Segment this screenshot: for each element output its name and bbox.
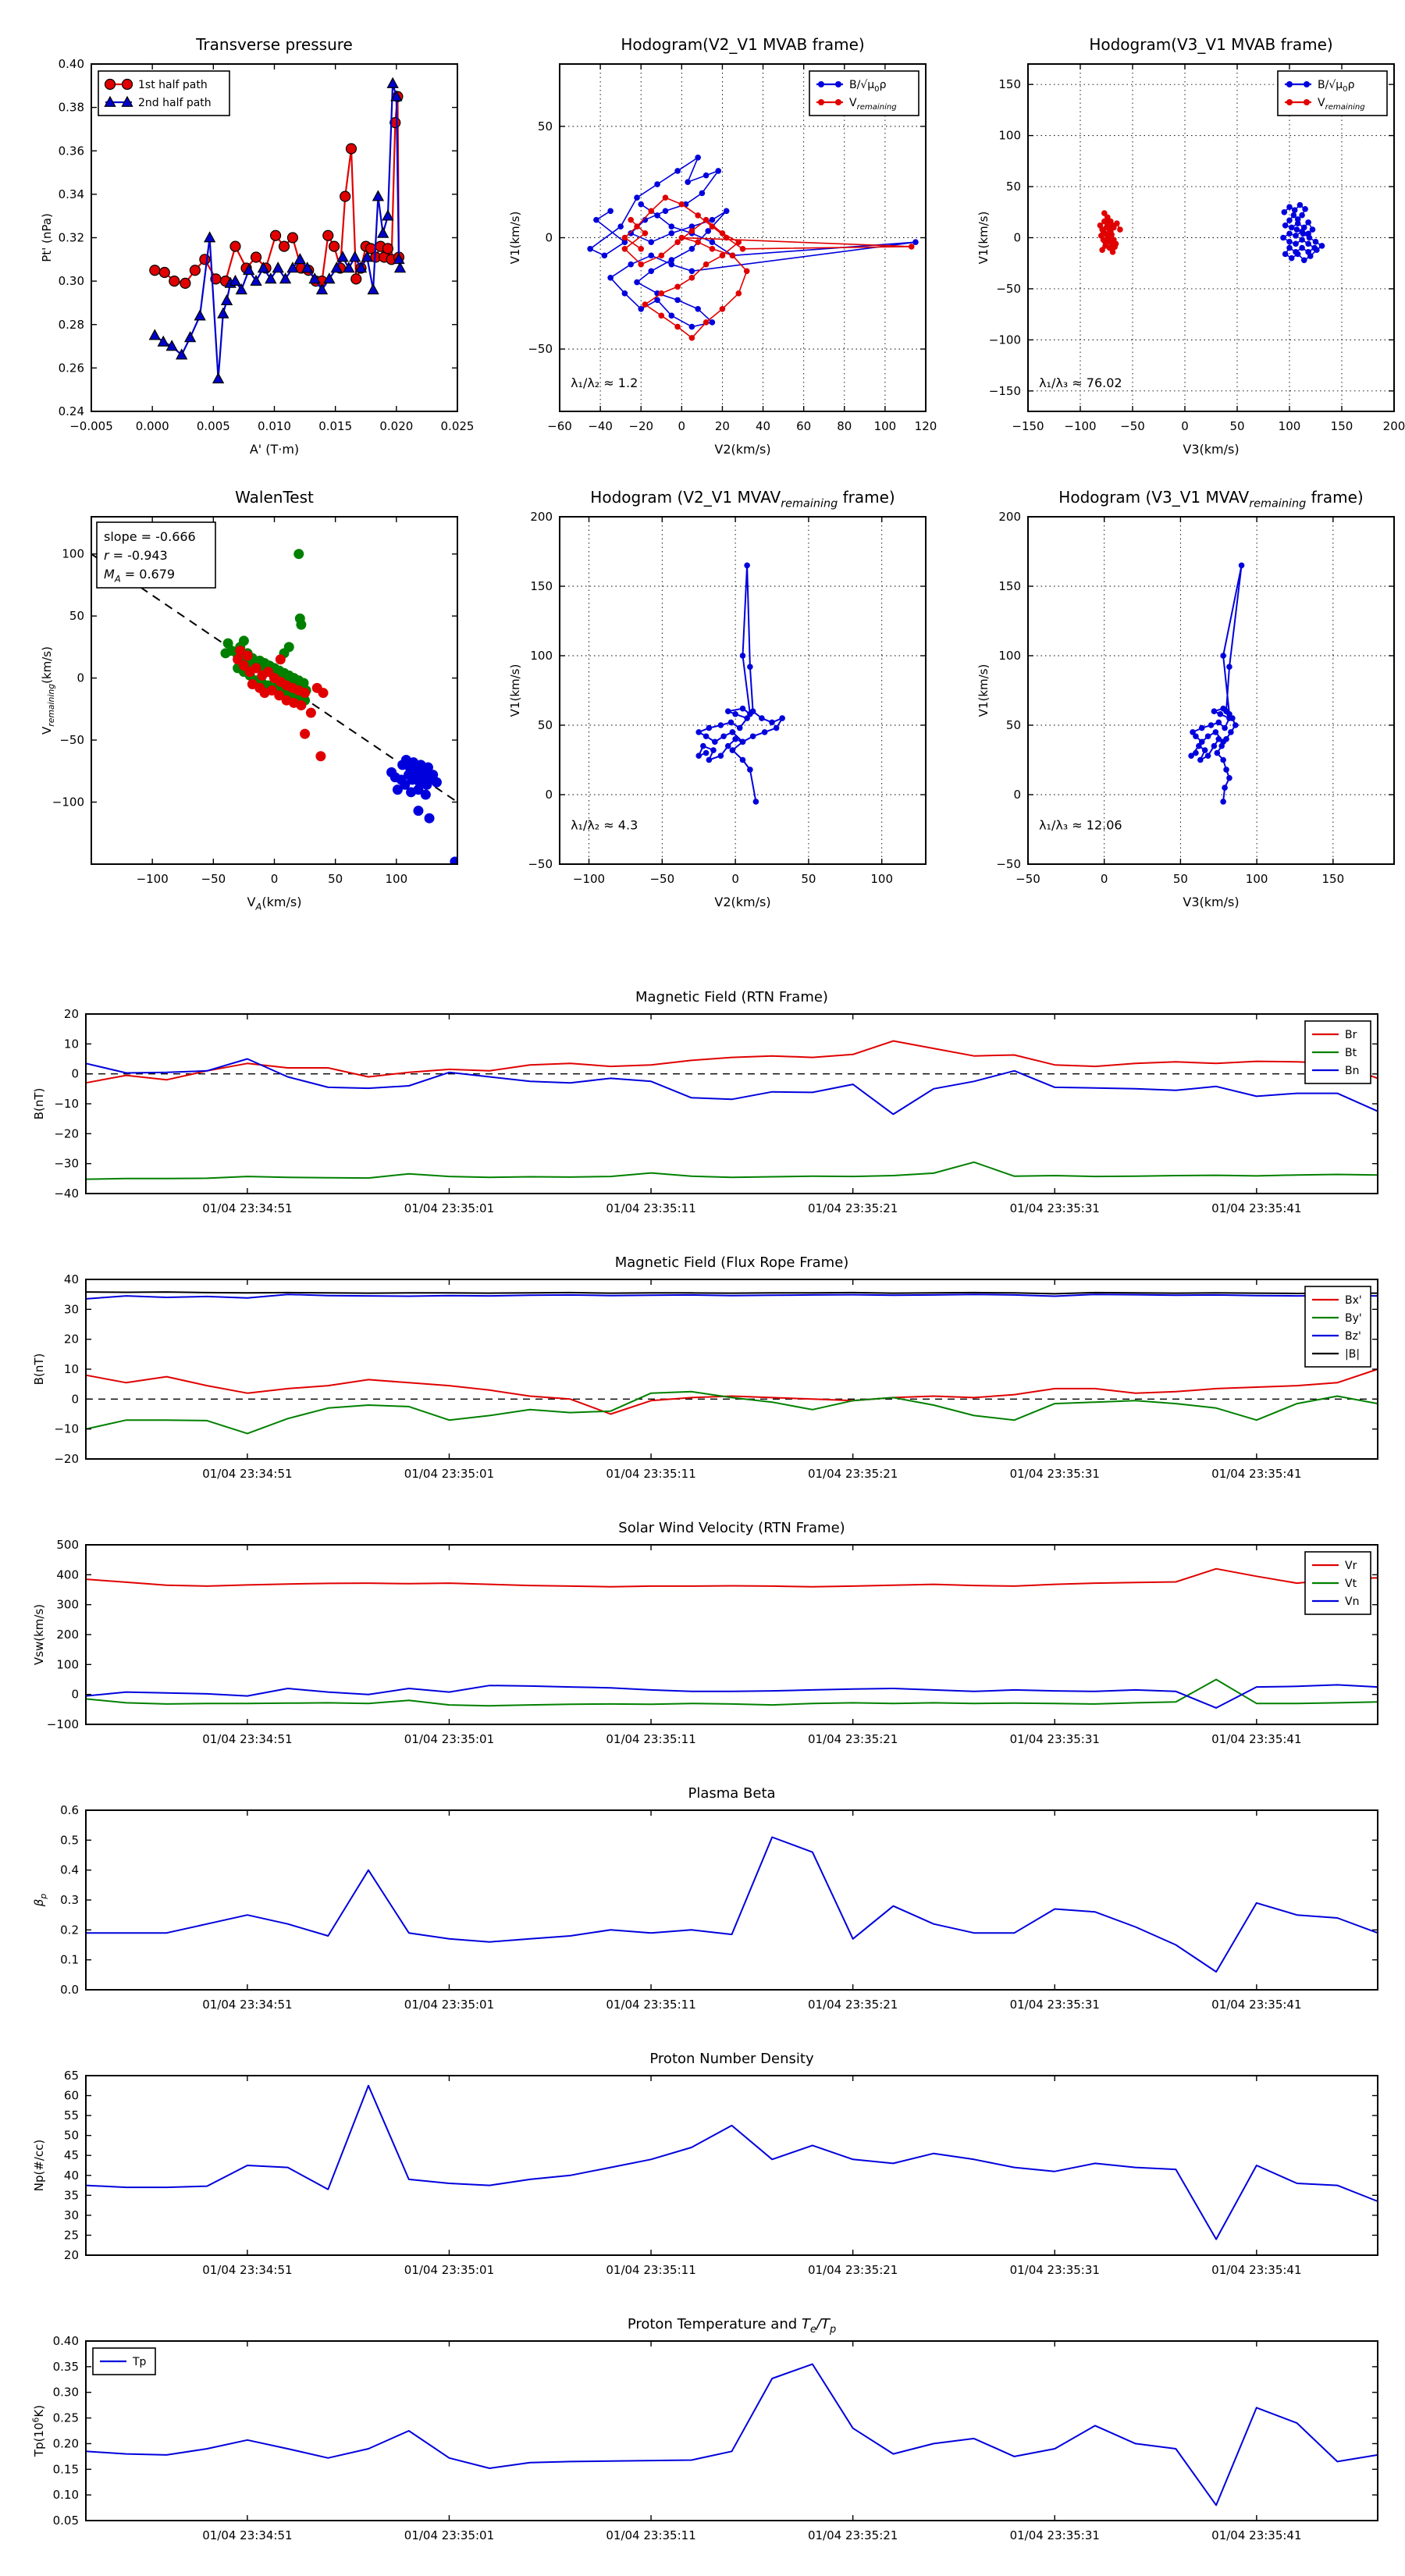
panel-hodogram-v2v1-mvav (503, 476, 937, 917)
svg-text:Plasma Beta: Plasma Beta (688, 1785, 776, 1802)
svg-text:Vremaining(km/s): $V_{remaining}(km/s)$ (40, 646, 57, 735)
svg-text:01/04 23:35:01: 01/04 23:35:01 (404, 2263, 495, 2277)
svg-text:60: 60 (63, 2088, 79, 2103)
svg-text:λ₁/λ₃ ≈ 76.02: λ₁/λ₃ ≈ 76.02 (1039, 375, 1122, 390)
svg-text:100: 100 (873, 419, 897, 433)
svg-text:λ₁/λ₂ ≈ 4.3: λ₁/λ₂ ≈ 4.3 (571, 817, 638, 833)
svg-text:0.30: 0.30 (52, 2385, 79, 2400)
svg-text:01/04 23:35:41: 01/04 23:35:41 (1211, 1467, 1302, 1481)
svg-text:0.10: 0.10 (52, 2488, 79, 2503)
svg-text:01/04 23:35:11: 01/04 23:35:11 (606, 2528, 696, 2542)
svg-text:B/√μ0ρ: $B/√\mu_0\rho$ (1318, 79, 1355, 94)
svg-text:0: 0 (270, 872, 279, 886)
plasma-beta-chart (27, 1776, 1397, 2033)
svg-text:V1(km/s): V1(km/s) (976, 664, 991, 717)
hodogram-v3v1-mvab-chart (972, 23, 1405, 464)
hodogram-v2v1-mvab-chart (503, 23, 937, 464)
svg-text:55: 55 (63, 2108, 79, 2123)
svg-text:25: 25 (63, 2228, 79, 2243)
svg-text:01/04 23:35:21: 01/04 23:35:21 (807, 1201, 898, 1215)
svg-text:01/04 23:35:21: 01/04 23:35:21 (807, 2263, 898, 2277)
svg-text:0.26: 0.26 (58, 361, 84, 375)
svg-text:0.28: 0.28 (58, 317, 84, 332)
svg-text:−50: −50 (528, 857, 553, 871)
svg-text:V2(km/s): V2(km/s) (714, 442, 771, 457)
svg-text:120: 120 (914, 419, 937, 433)
solar-wind-velocity-chart (27, 1510, 1397, 1768)
svg-text:65: 65 (63, 2069, 79, 2083)
svg-text:−100: −100 (988, 333, 1021, 347)
svg-text:50: 50 (1172, 872, 1188, 886)
panel-proton-temperature (27, 2307, 1397, 2564)
svg-text:0.025: 0.025 (440, 419, 475, 433)
svg-text:200: 200 (530, 510, 553, 524)
svg-text:50: 50 (537, 119, 553, 133)
svg-text:0: 0 (71, 1392, 79, 1407)
svg-text:20: 20 (63, 1007, 79, 1021)
svg-text:40: 40 (63, 1272, 79, 1286)
svg-text:Magnetic Field (Flux Rope Fram: Magnetic Field (Flux Rope Frame) (614, 1254, 849, 1271)
panel-hodogram-v3v1-mvab (972, 23, 1405, 464)
panel-proton-density (27, 2041, 1397, 2299)
svg-text:01/04 23:34:51: 01/04 23:34:51 (202, 1998, 293, 2012)
svg-text:0.015: 0.015 (318, 419, 353, 433)
svg-text:10: 10 (63, 1037, 79, 1051)
svg-text:500: 500 (56, 1538, 79, 1552)
svg-text:0.38: 0.38 (58, 100, 84, 115)
svg-text:B(nT): B(nT) (32, 1087, 46, 1120)
svg-text:Vremaining: $V_{remaining}$ (849, 97, 897, 112)
svg-text:01/04 23:35:01: 01/04 23:35:01 (404, 2528, 495, 2542)
svg-text:V1(km/s): V1(km/s) (508, 664, 522, 717)
svg-text:20: 20 (63, 2248, 79, 2262)
svg-text:100: 100 (870, 872, 894, 886)
svg-text:0: 0 (71, 1687, 79, 1702)
svg-text:01/04 23:35:41: 01/04 23:35:41 (1211, 1998, 1302, 2012)
hodogram-v3v1-mvav-chart (972, 476, 1405, 917)
svg-text:0.000: 0.000 (135, 419, 169, 433)
svg-text:−50: −50 (201, 872, 226, 886)
svg-text:2nd half path: 2nd half path (138, 97, 212, 109)
svg-text:0.5: 0.5 (60, 1833, 79, 1848)
svg-text:0.010: 0.010 (258, 419, 291, 433)
svg-text:0.005: 0.005 (196, 419, 230, 433)
svg-text:0.36: 0.36 (58, 144, 84, 158)
svg-text:50: 50 (1229, 419, 1245, 433)
svg-text:01/04 23:34:51: 01/04 23:34:51 (202, 2263, 293, 2277)
svg-text:200: 200 (998, 510, 1021, 524)
svg-text:100: 100 (56, 1657, 79, 1672)
svg-text:−100: −100 (52, 795, 84, 809)
svg-text:0.20: 0.20 (52, 2436, 79, 2451)
svg-text:45: 45 (63, 2148, 79, 2163)
svg-text:0.30: 0.30 (58, 274, 84, 289)
svg-text:0.35: 0.35 (52, 2359, 79, 2374)
svg-text:VA(km/s): $V_A(km/s)$ (247, 895, 302, 913)
svg-text:01/04 23:35:31: 01/04 23:35:31 (1009, 1998, 1100, 2012)
svg-text:50: 50 (537, 718, 553, 732)
hodogram-v2v1-mvav-chart (503, 476, 937, 917)
svg-text:Bn: Bn (1345, 1065, 1360, 1077)
svg-text:B/√μ0ρ: $B/√\mu_0\rho$ (849, 79, 887, 94)
svg-text:01/04 23:35:01: 01/04 23:35:01 (404, 1201, 495, 1215)
svg-text:20: 20 (714, 419, 730, 433)
svg-text:50: 50 (63, 2128, 79, 2143)
panel-hodogram-v2v1-mvab (503, 23, 937, 464)
svg-text:01/04 23:35:41: 01/04 23:35:41 (1211, 2528, 1302, 2542)
svg-text:60: 60 (796, 419, 812, 433)
svg-text:20: 20 (63, 1332, 79, 1347)
svg-text:Pt' (nPa): Pt' (nPa) (40, 213, 54, 262)
svg-text:01/04 23:35:11: 01/04 23:35:11 (606, 1201, 696, 1215)
svg-text:150: 150 (1330, 419, 1353, 433)
svg-text:01/04 23:35:41: 01/04 23:35:41 (1211, 1732, 1302, 1746)
svg-text:Tp: Tp (133, 2356, 147, 2368)
svg-text:30: 30 (63, 2208, 79, 2222)
svg-text:01/04 23:35:11: 01/04 23:35:11 (606, 1732, 696, 1746)
svg-text:V2(km/s): V2(km/s) (714, 895, 771, 909)
svg-text:Proton Temperature and Te/Tp: Proton Temperature and $T_e/T_p$ (627, 2316, 837, 2336)
svg-text:01/04 23:35:01: 01/04 23:35:01 (404, 1467, 495, 1481)
svg-text:0: 0 (731, 872, 739, 886)
svg-text:01/04 23:34:51: 01/04 23:34:51 (202, 1732, 293, 1746)
svg-text:Vremaining: $V_{remaining}$ (1318, 97, 1365, 112)
svg-text:01/04 23:35:31: 01/04 23:35:31 (1009, 1467, 1100, 1481)
panel-hodogram-v3v1-mvav (972, 476, 1405, 917)
svg-text:−60: −60 (547, 419, 572, 433)
svg-text:01/04 23:35:41: 01/04 23:35:41 (1211, 1201, 1302, 1215)
svg-text:Vsw(km/s): Vsw(km/s) (32, 1603, 46, 1666)
svg-text:Solar Wind Velocity (RTN Frame: Solar Wind Velocity (RTN Frame) (618, 1520, 845, 1536)
svg-text:Proton Number Density: Proton Number Density (649, 2051, 814, 2067)
svg-text:150: 150 (998, 579, 1021, 593)
svg-text:0: 0 (545, 230, 553, 245)
svg-text:0.40: 0.40 (52, 2334, 79, 2348)
proton-temperature-chart (27, 2307, 1397, 2564)
svg-text:01/04 23:35:11: 01/04 23:35:11 (606, 1467, 696, 1481)
svg-text:V1(km/s): V1(km/s) (508, 211, 522, 265)
svg-text:−0.005: −0.005 (69, 419, 113, 433)
svg-text:−100: −100 (572, 872, 606, 886)
svg-text:−50: −50 (996, 857, 1021, 871)
svg-text:−100: −100 (136, 872, 169, 886)
svg-text:100: 100 (998, 649, 1021, 663)
svg-text:Transverse pressure: Transverse pressure (196, 35, 353, 54)
svg-text:0.24: 0.24 (58, 404, 84, 418)
svg-text:50: 50 (1005, 180, 1021, 194)
svg-text:200: 200 (56, 1628, 79, 1642)
svg-text:−20: −20 (54, 1126, 79, 1141)
svg-text:Np(#/cc): Np(#/cc) (32, 2139, 46, 2192)
svg-text:Hodogram(V2_V1 MVAB frame): Hodogram(V2_V1 MVAB frame) (621, 35, 865, 54)
svg-text:50: 50 (69, 609, 84, 624)
svg-text:MA = 0.679: $M_A = 0.679$ (104, 567, 176, 585)
svg-text:100: 100 (385, 872, 408, 886)
svg-text:V1(km/s): V1(km/s) (976, 211, 991, 265)
svg-text:−40: −40 (588, 419, 613, 433)
svg-text:−10: −10 (54, 1421, 79, 1436)
panel-solar-wind-velocity (27, 1510, 1397, 1768)
svg-text:Vr: Vr (1345, 1560, 1357, 1572)
svg-text:01/04 23:35:31: 01/04 23:35:31 (1009, 1732, 1100, 1746)
svg-text:V3(km/s): V3(km/s) (1183, 895, 1240, 909)
svg-text:Bz': Bz' (1345, 1330, 1361, 1343)
svg-text:−50: −50 (649, 872, 675, 886)
walen-test-chart (35, 476, 468, 917)
svg-text:−40: −40 (54, 1187, 79, 1201)
magnetic-field-rtn-chart (27, 980, 1397, 1237)
svg-text:Bt: Bt (1345, 1047, 1357, 1059)
svg-text:200: 200 (1382, 419, 1405, 433)
svg-text:100: 100 (1278, 419, 1301, 433)
svg-text:−150: −150 (1012, 419, 1044, 433)
svg-text:0.020: 0.020 (379, 419, 414, 433)
svg-text:Br: Br (1345, 1029, 1357, 1041)
svg-text:λ₁/λ₂ ≈ 1.2: λ₁/λ₂ ≈ 1.2 (571, 375, 638, 390)
svg-text:01/04 23:35:21: 01/04 23:35:21 (807, 1467, 898, 1481)
svg-text:−10: −10 (54, 1097, 79, 1111)
svg-text:0.0: 0.0 (60, 1983, 79, 1997)
svg-text:0.34: 0.34 (58, 187, 84, 201)
svg-text:0: 0 (1100, 872, 1108, 886)
svg-text:−50: −50 (1016, 872, 1040, 886)
svg-text:01/04 23:34:51: 01/04 23:34:51 (202, 2528, 293, 2542)
svg-text:|B|: |B| (1345, 1348, 1361, 1361)
svg-text:−100: −100 (1064, 419, 1097, 433)
panel-transverse-pressure (35, 23, 475, 464)
svg-text:100: 100 (1245, 872, 1268, 886)
svg-text:−100: −100 (46, 1717, 79, 1731)
svg-text:−30: −30 (54, 1156, 79, 1171)
svg-text:Vn: Vn (1345, 1596, 1360, 1608)
panel-magnetic-field-flux-rope (27, 1245, 1397, 1503)
svg-text:By': By' (1345, 1312, 1362, 1325)
svg-text:A' (T·m): A' (T·m) (249, 442, 300, 457)
svg-text:−20: −20 (54, 1452, 79, 1466)
svg-text:40: 40 (63, 2168, 79, 2183)
svg-text:−50: −50 (59, 733, 84, 748)
svg-text:35: 35 (63, 2188, 79, 2203)
svg-text:400: 400 (56, 1567, 79, 1582)
svg-text:300: 300 (56, 1597, 79, 1612)
svg-text:V3(km/s): V3(km/s) (1183, 442, 1240, 457)
svg-text:0.40: 0.40 (58, 57, 84, 71)
svg-text:Hodogram (V2_V1 MVAVremaining: Hodogram (V2_V1 $MVAV_{remaining}$ frame) (590, 488, 895, 511)
svg-text:01/04 23:35:01: 01/04 23:35:01 (404, 1998, 495, 2012)
svg-text:−50: −50 (1120, 419, 1145, 433)
svg-text:0.05: 0.05 (52, 2514, 79, 2528)
transverse-pressure-chart (35, 23, 475, 464)
svg-text:40: 40 (756, 419, 771, 433)
proton-density-chart (27, 2041, 1397, 2299)
panel-walen-test (35, 476, 468, 917)
svg-text:WalenTest: WalenTest (235, 488, 314, 507)
svg-text:0.6: 0.6 (60, 1803, 79, 1817)
svg-text:−50: −50 (528, 342, 553, 357)
panel-magnetic-field-rtn (27, 980, 1397, 1237)
svg-text:01/04 23:35:31: 01/04 23:35:31 (1009, 1201, 1100, 1215)
svg-text:50: 50 (328, 872, 343, 886)
svg-text:0.32: 0.32 (58, 230, 84, 245)
svg-text:−150: −150 (988, 383, 1021, 398)
svg-text:0: 0 (1013, 788, 1021, 802)
svg-text:r = -0.943: r = -0.943 (104, 548, 168, 563)
svg-text:01/04 23:35:31: 01/04 23:35:31 (1009, 2263, 1100, 2277)
svg-text:0: 0 (76, 671, 84, 685)
svg-text:01/04 23:35:21: 01/04 23:35:21 (807, 1998, 898, 2012)
svg-text:0: 0 (71, 1066, 79, 1081)
svg-text:slope = -0.666: slope = -0.666 (104, 529, 196, 544)
panel-plasma-beta (27, 1776, 1397, 2033)
svg-text:0.2: 0.2 (60, 1923, 79, 1937)
svg-text:0: 0 (1181, 419, 1189, 433)
svg-text:Vt: Vt (1345, 1578, 1357, 1590)
svg-text:0: 0 (545, 788, 553, 802)
svg-text:01/04 23:35:21: 01/04 23:35:21 (807, 2528, 898, 2542)
svg-text:0.15: 0.15 (52, 2462, 79, 2477)
svg-text:100: 100 (998, 128, 1021, 143)
svg-text:βp: $\beta_p$ (32, 1893, 49, 1907)
svg-text:01/04 23:34:51: 01/04 23:34:51 (202, 1467, 293, 1481)
svg-text:Bx': Bx' (1345, 1294, 1362, 1307)
svg-text:01/04 23:35:01: 01/04 23:35:01 (404, 1732, 495, 1746)
svg-text:150: 150 (530, 579, 553, 593)
svg-text:0.1: 0.1 (60, 1952, 79, 1967)
svg-text:10: 10 (63, 1362, 79, 1376)
svg-text:01/04 23:35:21: 01/04 23:35:21 (807, 1732, 898, 1746)
svg-text:80: 80 (837, 419, 852, 433)
svg-text:0: 0 (1013, 230, 1021, 245)
svg-text:01/04 23:35:11: 01/04 23:35:11 (606, 1998, 696, 2012)
svg-text:1st half path: 1st half path (138, 79, 208, 91)
svg-text:Magnetic Field (RTN Frame): Magnetic Field (RTN Frame) (635, 989, 828, 1005)
svg-text:0.3: 0.3 (60, 1893, 79, 1907)
svg-text:50: 50 (801, 872, 816, 886)
svg-text:100: 100 (62, 546, 84, 561)
svg-text:Tp(106K): $Tp(10^6K)$ (30, 2404, 46, 2457)
svg-text:150: 150 (998, 77, 1021, 92)
svg-text:01/04 23:35:11: 01/04 23:35:11 (606, 2263, 696, 2277)
svg-text:0: 0 (678, 419, 686, 433)
svg-text:150: 150 (1321, 872, 1345, 886)
svg-text:0.25: 0.25 (52, 2411, 79, 2425)
svg-text:01/04 23:35:41: 01/04 23:35:41 (1211, 2263, 1302, 2277)
svg-text:Hodogram(V3_V1 MVAB frame): Hodogram(V3_V1 MVAB frame) (1089, 35, 1333, 54)
svg-text:30: 30 (63, 1302, 79, 1317)
svg-text:B(nT): B(nT) (32, 1353, 46, 1386)
svg-text:01/04 23:35:31: 01/04 23:35:31 (1009, 2528, 1100, 2542)
svg-text:50: 50 (1005, 718, 1021, 732)
svg-text:Hodogram (V3_V1 MVAVremaining: Hodogram (V3_V1 $MVAV_{remaining}$ frame) (1058, 488, 1364, 511)
svg-text:−20: −20 (628, 419, 654, 433)
svg-text:0.4: 0.4 (60, 1863, 79, 1877)
svg-text:−50: −50 (996, 281, 1021, 296)
svg-text:λ₁/λ₃ ≈ 12.06: λ₁/λ₃ ≈ 12.06 (1039, 817, 1122, 833)
svg-text:01/04 23:34:51: 01/04 23:34:51 (202, 1201, 293, 1215)
svg-text:100: 100 (530, 649, 553, 663)
magnetic-field-flux-rope-chart (27, 1245, 1397, 1503)
